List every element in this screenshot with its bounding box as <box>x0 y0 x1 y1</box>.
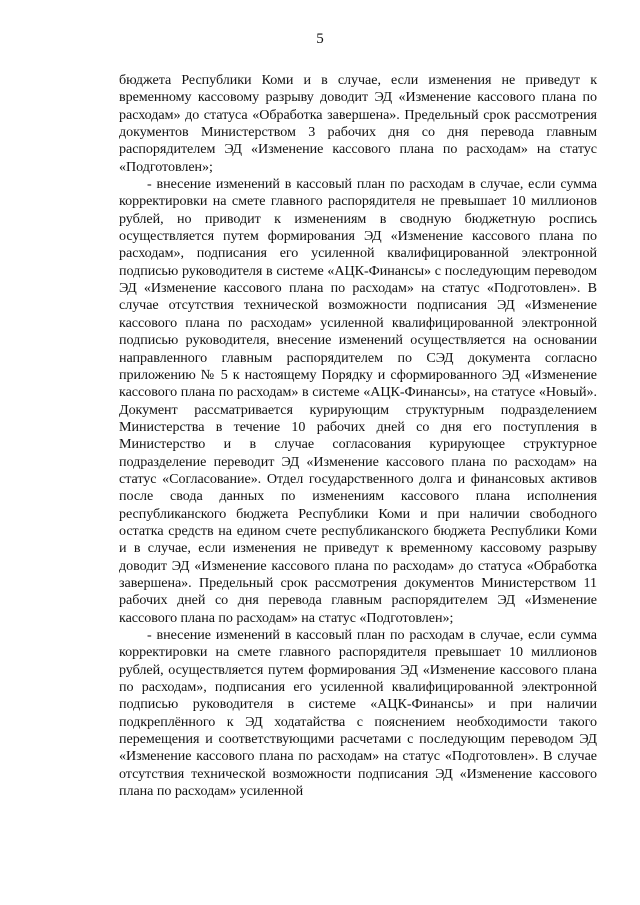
page-number: 5 <box>316 31 324 47</box>
paragraph-continuation: бюджета Республики Коми и в случае, если изменения не приведут к временному кассовому разрыву доводит ЭД «Изменение кассового плана по расходам» до статуса «Обработка завершена». Предельный срок рассмотрения документов Министерством 3 рабочих дня со дня перевода главным распорядителем ЭД «Изменение кассового плана по расходам» на статус «Подготовлен»; <box>119 72 597 175</box>
document-body <box>119 72 597 800</box>
paragraph-item-up-to-10-million: - внесение изменений в кассовый план по расходам в случае, если сумма корректировки на смете главного распорядителя не превышает 10 миллионов рублей, но приводит к изменениям в сводную бюджетную роспись осуществляется путем формирования ЭД «Изменение кассового плана по расходам», подписания его усиленной квалифицированной электронной подписью руководителя в системе «АЦК-Финансы» с последующим переводом ЭД «Изменение кассового плана по расходам» на статус «Подготовлен». В случае отсутствия технической возможности подписания ЭД «Изменение кассового плана по расходам» усиленной квалифицированной электронной подписью руководителя, внесение изменений осуществляется на основании направленного главным распорядителем по СЭД документа согласно приложению № 5 к настоящему Порядку и сформированного ЭД «Изменение кассового плана по расходам» в системе «АЦК-Финансы», на статусе «Новый». Документ рассматривается курирующим структурным подразделением Министерства в течение 10 рабочих дней со дня его поступления в Министерство и в случае согласования курирующее структурное подразделение переводит ЭД «Изменение кассового плана по расходам» на статус «Согласование». Отдел государственного долга и финансовых активов после свода данных по изменениям кассового плана исполнения республиканского бюджета Республики Коми и при наличии свободного остатка средств на едином счете республиканского бюджета Республики Коми и в случае, если изменения не приведут к временному кассовому разрыву доводит ЭД «Изменение кассового плана по расходам» до статуса «Обработка завершена». Предельный срок рассмотрения документов Министерством 11 рабочих дней со дня перевода главным распорядителем ЭД «Изменение кассового плана по расходам» на статус «Подготовлен»; <box>119 176 597 626</box>
paragraph-item-over-10-million: - внесение изменений в кассовый план по расходам в случае, если сумма корректировки на смете главного распорядителя превышает 10 миллионов рублей, осуществляется путем формирования ЭД «Изменение кассового плана по расходам», подписания его усиленной квалифицированной электронной подписью руководителя в системе «АЦК-Финансы» и при наличии подкреплённого к ЭД ходатайства с пояснением необходимости такого перемещения и соответствующими расчетами с последующим переводом ЭД «Изменение кассового плана по расходам» на статус «Подготовлен». В случае отсутствия технической возможности подписания ЭД «Изменение кассового плана по расходам» усиленной <box>119 627 597 800</box>
